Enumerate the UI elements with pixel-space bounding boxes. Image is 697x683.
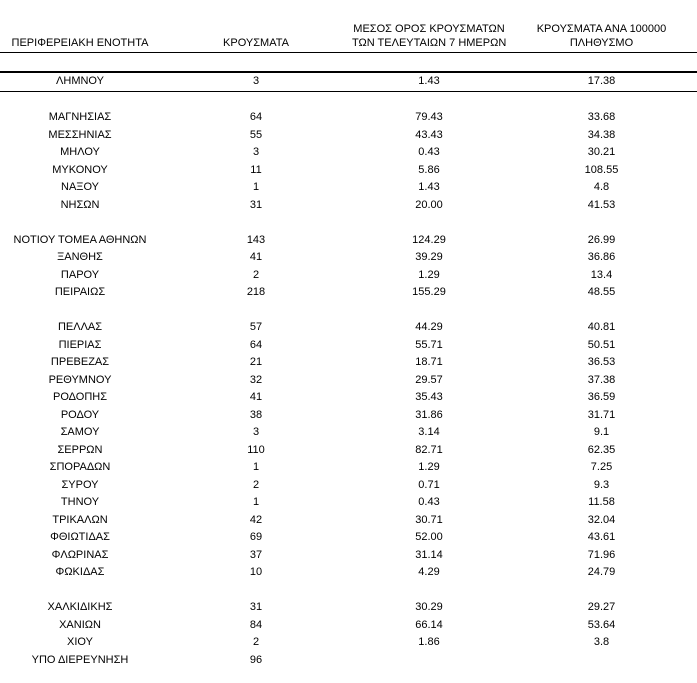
- avg7-cell: 55.71: [415, 338, 443, 351]
- cases-cell: 31: [249, 601, 263, 614]
- per100k-cell: 9.3: [593, 478, 610, 491]
- avg7-cell: 39.29: [415, 251, 443, 264]
- avg7-cell: 66.14: [415, 618, 443, 631]
- cases-cell: 41: [249, 251, 263, 264]
- per100k-cell: 62.35: [587, 443, 616, 456]
- table-row: [0, 494, 697, 512]
- table-row: [0, 512, 697, 530]
- per100k-cell: 9.1: [593, 426, 610, 439]
- cases-cell: 38: [249, 408, 263, 421]
- region-cell: ΣΥΡΟΥ: [61, 478, 99, 491]
- avg7-cell: 43.43: [415, 128, 443, 141]
- table-row: [0, 407, 697, 425]
- cases-cell: 64: [249, 338, 263, 351]
- cases-cell: 2: [252, 478, 260, 491]
- col-header-cases: [160, 6, 352, 53]
- table-row: [0, 617, 697, 635]
- cases-cell: 64: [249, 111, 263, 124]
- col-header-region: [0, 6, 160, 53]
- avg7-cell: [352, 652, 506, 670]
- table-row: [0, 109, 697, 127]
- per100k-cell: 17.38: [506, 72, 697, 92]
- col-header-per100k-line2: ΠΛΗΘΥΣΜΟ: [569, 37, 634, 49]
- region-cell: ΧΙΟΥ: [67, 636, 93, 649]
- cases-cell: 57: [249, 321, 263, 334]
- per100k-cell: 3.8: [593, 636, 610, 649]
- group-spacer-row: [0, 582, 697, 600]
- avg7-cell: 44.29: [415, 321, 443, 334]
- cases-cell: 3: [252, 426, 260, 439]
- per100k-cell: 50.51: [587, 338, 616, 351]
- cases-cell: 37: [249, 548, 263, 561]
- cases-cell: 3: [252, 146, 260, 159]
- region-cell: ΛΗΜΝΟΥ: [0, 72, 160, 92]
- per100k-cell: 37.38: [587, 373, 616, 386]
- avg7-cell: 1.43: [352, 72, 506, 92]
- table-row: [0, 372, 697, 390]
- cases-cell: 96: [249, 653, 263, 666]
- region-cell: ΧΑΝΙΩΝ: [59, 618, 101, 631]
- per100k-cell: 26.99: [587, 233, 616, 246]
- avg7-cell: 31.86: [415, 408, 443, 421]
- cases-cell: 3: [160, 72, 352, 92]
- table-row: [0, 162, 697, 180]
- per100k-cell: 48.55: [587, 286, 616, 299]
- per100k-cell: [506, 652, 697, 670]
- region-cell: ΝΟΤΙΟΥ ΤΟΜΕΑ ΑΘΗΝΩΝ: [13, 233, 147, 246]
- avg7-cell: 30.29: [415, 601, 443, 614]
- group-spacer-row: [0, 302, 697, 320]
- avg7-cell: 1.43: [418, 181, 440, 194]
- avg7-cell: 29.57: [415, 373, 443, 386]
- per100k-cell: 11.58: [588, 496, 615, 509]
- cases-cell: 110: [247, 443, 265, 456]
- region-cell: ΡΕΘΥΜΝΟΥ: [48, 373, 112, 386]
- region-cell: ΞΑΝΘΗΣ: [57, 251, 103, 264]
- col-header-avg7: [352, 6, 506, 53]
- region-cell: ΤΗΝΟΥ: [60, 496, 100, 509]
- region-cell: ΠΕΛΛΑΣ: [57, 321, 103, 334]
- header-thick-rule: [0, 53, 697, 72]
- group-spacer-cell: [0, 302, 697, 320]
- avg7-cell: 124.29: [412, 233, 446, 246]
- avg7-cell: 79.43: [415, 111, 443, 124]
- col-header-per100k: [506, 6, 697, 53]
- table-row: [0, 144, 697, 162]
- avg7-cell: 1.29: [418, 461, 440, 474]
- col-header-cases-line1: ΚΡΟΥΣΜΑΤΑ: [223, 37, 289, 49]
- per100k-cell: 4.8: [593, 181, 610, 194]
- per100k-cell: 36.53: [587, 356, 616, 369]
- avg7-cell: 82.71: [415, 443, 443, 456]
- cases-cell: 41: [249, 391, 263, 404]
- table-body: [0, 72, 697, 670]
- region-cell: ΦΛΩΡΙΝΑΣ: [51, 548, 109, 561]
- region-cell: ΜΗΛΟΥ: [60, 146, 100, 159]
- cases-cell: 42: [249, 513, 263, 526]
- per100k-cell: 43.61: [587, 531, 616, 544]
- region-cell: ΠΑΡΟΥ: [60, 268, 100, 281]
- region-cell: ΜΕΣΣΗΝΙΑΣ: [48, 128, 112, 141]
- table-row: [0, 477, 697, 495]
- group-spacer-cell: [0, 582, 697, 600]
- region-cell: ΡΟΔΟΥ: [60, 408, 100, 421]
- avg7-cell: 18.71: [415, 356, 443, 369]
- per100k-cell: 31.71: [587, 408, 616, 421]
- region-cell: ΠΙΕΡΙΑΣ: [58, 338, 102, 351]
- region-cell: ΠΕΙΡΑΙΩΣ: [54, 286, 106, 299]
- table-row: [0, 337, 697, 355]
- region-cell: ΧΑΛΚΙΔΙΚΗΣ: [47, 601, 113, 614]
- per100k-cell: 71.96: [587, 548, 616, 561]
- region-cell: ΜΥΚΟΝΟΥ: [52, 163, 108, 176]
- cases-cell: 10: [249, 566, 263, 579]
- avg7-cell: 0.71: [418, 478, 440, 491]
- region-cell: ΜΑΓΝΗΣΙΑΣ: [48, 111, 112, 124]
- table-row: [0, 652, 697, 670]
- col-header-avg7-line1: ΜΕΣΟΣ ΟΡΟΣ ΚΡΟΥΣΜΑΤΩΝ: [353, 23, 505, 35]
- region-cell: ΤΡΙΚΑΛΩΝ: [52, 513, 108, 526]
- avg7-cell: 5.86: [418, 163, 440, 176]
- cases-cell: 1: [252, 496, 260, 509]
- cases-cell: 1: [252, 461, 260, 474]
- header-row: [0, 6, 697, 53]
- table-row: [0, 319, 697, 337]
- per100k-cell: 41.53: [587, 198, 616, 211]
- region-cell: ΥΠΟ ΔΙΕΡΕΥΝΗΣΗ: [31, 653, 129, 666]
- per100k-cell: 7.25: [590, 461, 613, 474]
- cases-cell: 84: [249, 618, 263, 631]
- region-cell: ΣΕΡΡΩΝ: [57, 443, 103, 456]
- table-row: [0, 127, 697, 145]
- avg7-cell: 30.71: [415, 513, 443, 526]
- cases-cell: 11: [250, 163, 262, 176]
- group-spacer-cell: [0, 214, 697, 232]
- cases-cell: 69: [249, 531, 263, 544]
- region-cell: ΝΑΞΟΥ: [61, 181, 99, 194]
- region-cell: ΝΗΣΩΝ: [60, 198, 100, 211]
- table-row: [0, 424, 697, 442]
- header-rule-section: [0, 53, 697, 72]
- table-row: [0, 232, 697, 250]
- per100k-cell: 40.81: [587, 321, 616, 334]
- table-row: [0, 389, 697, 407]
- per100k-cell: 36.86: [587, 251, 616, 264]
- avg7-cell: 3.14: [418, 426, 440, 439]
- table-header: [0, 6, 697, 53]
- table-row: [0, 634, 697, 652]
- table-row: [0, 249, 697, 267]
- cases-cell: 32: [249, 373, 263, 386]
- col-header-region-line1: ΠΕΡΙΦΕΡΕΙΑΚΗ ΕΝΟΤΗΤΑ: [11, 37, 149, 49]
- table-row: [0, 442, 697, 460]
- per100k-cell: 30.21: [587, 146, 616, 159]
- avg7-cell: 31.14: [415, 548, 443, 561]
- avg7-cell: 35.43: [415, 391, 443, 404]
- header-thick-rule-line: [0, 53, 697, 72]
- table-row: [0, 72, 697, 92]
- cases-cell: 1: [252, 181, 260, 194]
- cases-cell: 55: [249, 128, 263, 141]
- avg7-cell: 4.29: [418, 566, 440, 579]
- cases-cell: 21: [249, 356, 263, 369]
- cases-cell: 218: [246, 286, 266, 299]
- table-row: [0, 197, 697, 215]
- region-cell: ΣΠΟΡΑΔΩΝ: [49, 461, 111, 474]
- region-cell: ΦΘΙΩΤΙΔΑΣ: [50, 531, 110, 544]
- table-row: [0, 459, 697, 477]
- table-row: [0, 284, 697, 302]
- avg7-cell: 1.29: [418, 268, 440, 281]
- per100k-cell: 34.38: [587, 128, 616, 141]
- avg7-cell: 52.00: [415, 531, 443, 544]
- region-cell: ΣΑΜΟΥ: [60, 426, 100, 439]
- table-row: [0, 354, 697, 372]
- regional-cases-table: [0, 6, 697, 669]
- col-header-per100k-line1: ΚΡΟΥΣΜΑΤΑ ΑΝΑ 100000: [536, 23, 667, 35]
- per100k-cell: 33.68: [587, 111, 616, 124]
- per100k-cell: 24.79: [587, 566, 616, 579]
- col-header-avg7-line2: ΤΩΝ ΤΕΛΕΥΤΑΙΩΝ 7 ΗΜΕΡΩΝ: [352, 37, 507, 49]
- group-spacer-row: [0, 214, 697, 232]
- table-row: [0, 564, 697, 582]
- region-cell: ΡΟΔΟΠΗΣ: [52, 391, 108, 404]
- per100k-cell: 29.27: [587, 601, 616, 614]
- cases-cell: 143: [246, 233, 266, 246]
- table-row: [0, 599, 697, 617]
- avg7-cell: 0.43: [418, 146, 440, 159]
- per100k-cell: 53.64: [587, 618, 616, 631]
- per100k-cell: 36.59: [587, 391, 616, 404]
- cases-cell: 2: [252, 268, 260, 281]
- table-row: [0, 267, 697, 285]
- avg7-cell: 20.00: [415, 198, 443, 211]
- group-spacer-cell: [0, 91, 697, 109]
- table-row: [0, 529, 697, 547]
- cases-cell: 2: [252, 636, 260, 649]
- avg7-cell: 155.29: [412, 286, 446, 299]
- per100k-cell: 108.55: [584, 163, 619, 176]
- cases-cell: 31: [249, 198, 263, 211]
- group-spacer-row: [0, 91, 697, 109]
- per100k-cell: 13.4: [590, 268, 613, 281]
- region-cell: ΦΩΚΙΔΑΣ: [55, 566, 105, 579]
- table-row: [0, 179, 697, 197]
- avg7-cell: 1.86: [418, 636, 440, 649]
- avg7-cell: 0.43: [418, 496, 440, 509]
- region-cell: ΠΡΕΒΕΖΑΣ: [50, 356, 110, 369]
- per100k-cell: 32.04: [587, 513, 616, 526]
- table-row: [0, 547, 697, 565]
